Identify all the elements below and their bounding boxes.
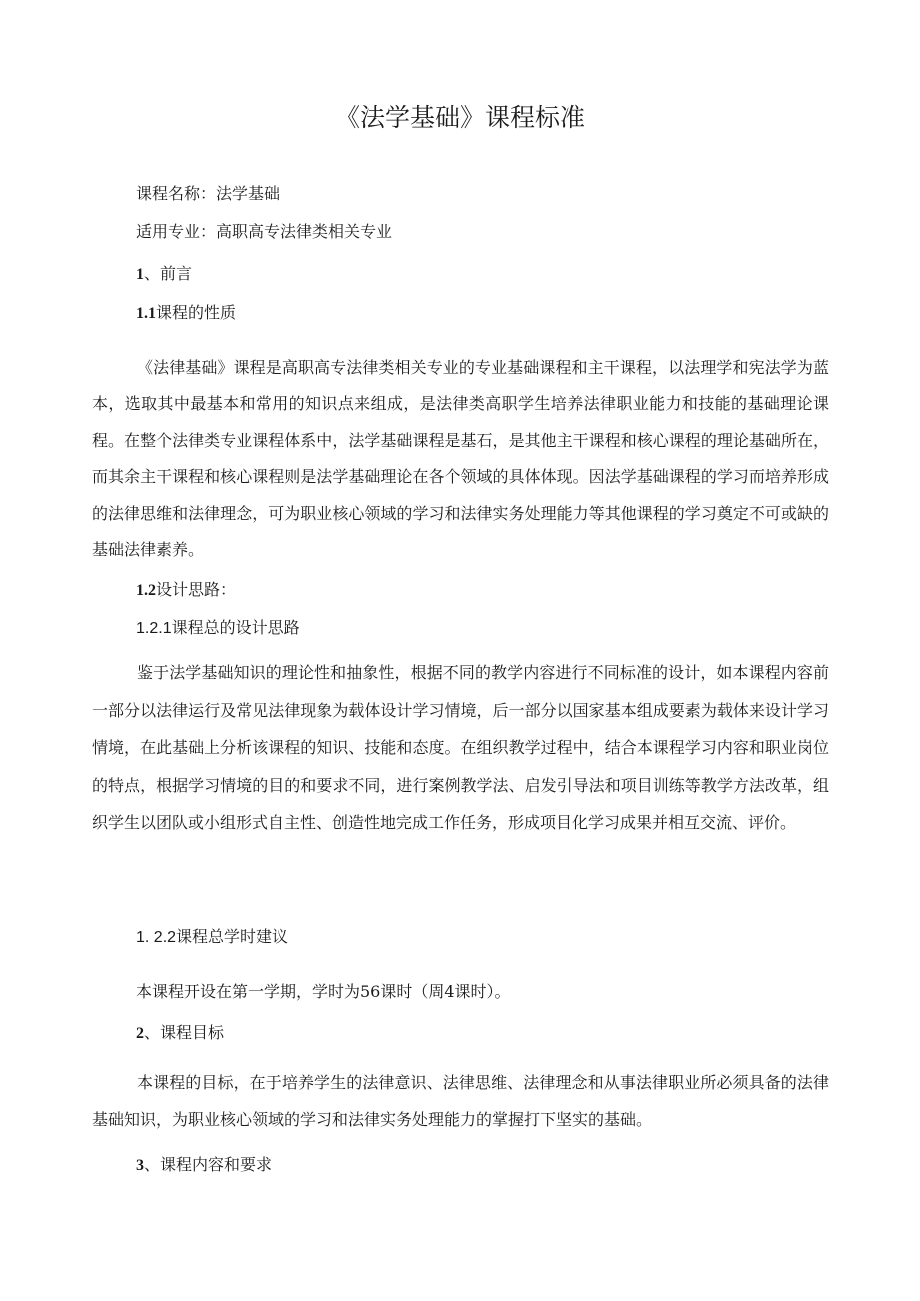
section-number: 1.1 — [136, 305, 156, 322]
section-number: 1.2 — [136, 582, 156, 599]
section-title: 、课程内容和要求 — [144, 1155, 273, 1174]
section-heading-1-1 — [136, 301, 236, 326]
section-title: 课程的性质 — [156, 303, 237, 322]
course-nature-paragraph: 《法律基础》课程是高职高专法律类相关专业的专业基础课程和主干课程，以法理学和宪法学为蓝本，选取其中最基本和常用的知识点来组成，是法律类高职学生培养法律职业能力和技能的基础理论课程。在整个法律类专业课程体系中，法学基础课程是基石，是其他主干课程和核心课程的理论基础所在，而其余主干课程和核心课程则是法学基础理论在各个领域的具体体现。因法学基础课程的学习而培养形成的法律思维和法律理念，可为职业核心领域的学习和法律实务处理能力等其他课程的学习奠定不可或缺的基础法律素养。 — [92, 358, 829, 560]
course-objective-paragraph: 本课程的目标，在于培养学生的法律意识、法律思维、法律理念和从事法律职业所必须具备的法律基础知识，为职业核心领域的学习和法律实务处理能力的掌握打下坚实的基础。 — [92, 1073, 829, 1129]
section-title: 课程总学时建议 — [176, 927, 289, 946]
section-heading-1-2-2 — [136, 925, 288, 950]
section-number: 1. 2.2 — [136, 929, 177, 946]
document-title: 《法学基础》课程标准 — [334, 103, 585, 132]
section-heading-1-2 — [136, 578, 236, 603]
section-heading-1 — [136, 262, 192, 287]
section-title: 课程总的设计思路 — [171, 618, 300, 637]
section-number: 3 — [136, 1157, 144, 1174]
section-number: 2 — [136, 1025, 144, 1042]
section-title: 、前言 — [144, 264, 193, 283]
section-heading-3 — [136, 1153, 272, 1178]
applicable-major-line: 适用专业：高职高专法律类相关专业 — [136, 222, 393, 241]
section-number: 1 — [136, 266, 144, 283]
section-heading-2 — [136, 1021, 224, 1046]
section-title: 、课程目标 — [144, 1023, 225, 1042]
design-idea-paragraph: 鉴于法学基础知识的理论性和抽象性，根据不同的教学内容进行不同标准的设计，如本课程内容前一部分以法律运行及常见法律现象为载体设计学习情境，后一部分以国家基本组成要素为载体来设计学习情境，在此基础上分析该课程的知识、技能和态度。在组织教学过程中，结合本课程学习内容和职业岗位的特点，根据学习情境的目的和要求不同，进行案例教学法、启发引导法和项目训练等教学方法改革，组织学生以团队或小组形式自主性、创造性地完成工作任务，形成项目化学习成果并相互交流、评价。 — [92, 663, 829, 832]
total-hours-line: 本课程开设在第一学期，学时为56课时（周4课时）。 — [136, 982, 511, 1001]
course-name-line: 课程名称：法学基础 — [136, 184, 281, 203]
section-number: 1.2.1 — [136, 620, 172, 637]
section-heading-1-2-1 — [136, 616, 300, 641]
section-title: 设计思路： — [156, 580, 237, 599]
